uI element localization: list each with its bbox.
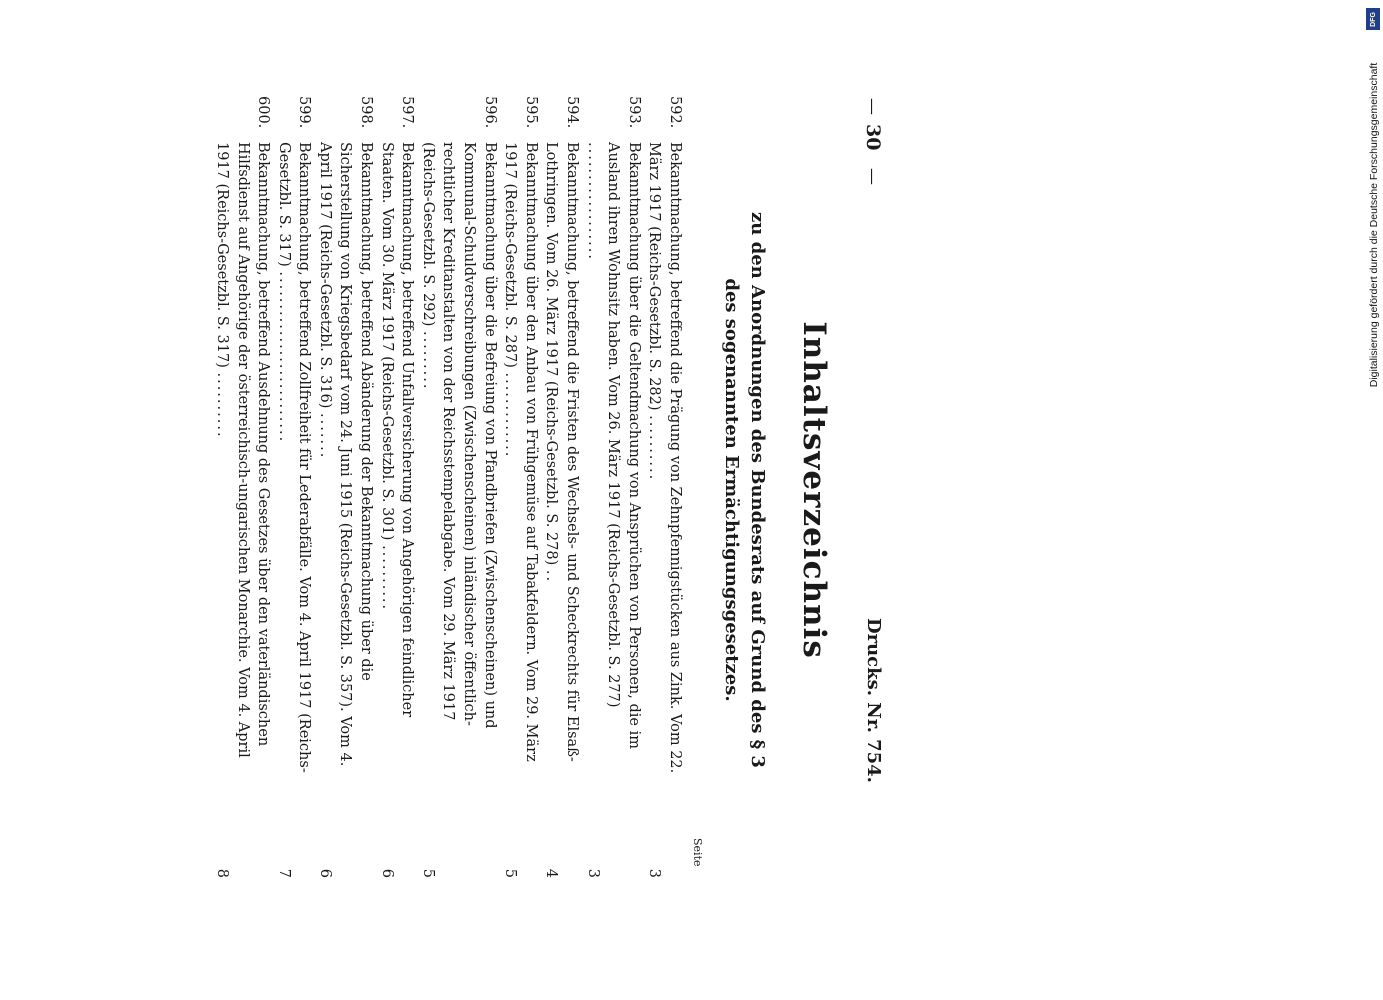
toc-entry-592 [644,90,685,890]
entry-number: 599. [296,96,313,129]
leader-dots: ....... [316,413,333,460]
toc-entry-600 [211,90,273,890]
leader-dots: .. [543,569,560,584]
leader-dots: .......................... [275,271,292,444]
toc-entry-596 [417,90,499,890]
entry-text: Bekanntmachung, betreffend die Prägung von Zehnpfennigstücken aus Zink. Vom 22. März 1917 (Reichs-Gesetzbl. S. 282) [646,142,683,774]
entry-page: 3 [584,868,601,878]
toc-entry-597 [376,90,417,890]
header-dash-right: — [862,168,882,185]
entry-number: 595. [522,96,539,129]
leader-dots: ............. [502,372,519,459]
page-title: Inhaltsverzeichnis [796,321,832,659]
entry-number: 598. [358,96,375,129]
funding-note: Digitalisierung gefördert durch die Deutsche Forschungsgemeinschaft [1368,62,1380,388]
page-subtitle [718,90,770,890]
entry-text: Bekanntmachung über die Befreiung von Pfandbriefen (Zwischenscheinen) und Kommunal-Schuldverschreibungen (Zwischenscheinen) inländischer öffentlich-rechtlicher Kreditanstalten von der Reichsstempelabgabe. Vom 29. März 1917 (Reichs-Gesetzbl. S. 292) [419,142,498,729]
entry-number: 596. [481,96,498,129]
entry-number: 597. [399,96,416,129]
entry-page: 8 [213,868,230,878]
seite-column-label: Seite [691,838,704,867]
entry-page: 6 [378,868,395,878]
toc-entry-598 [314,90,376,890]
entry-text: Bekanntmachung über die Geltendmachung von Ansprüchen von Personen, die im Ausland ihren Wohnsitz haben. Vom 26. März 1917 (Reichs-Gesetzbl. S. 277) [605,142,642,749]
entry-number: 592. [667,96,683,129]
header-dash-left: — [862,98,882,115]
entry-number: 593. [625,96,642,129]
druck-number: Drucks. Nr. 754. [863,618,884,783]
entry-page: 6 [316,868,333,878]
entry-page: 5 [419,868,436,878]
dfg-logo: DFG [1366,8,1380,30]
entry-page: 7 [275,868,292,878]
entry-page: 4 [543,868,560,878]
entry-text: Bekanntmachung, betreffend Unfallversicherung von Angehörigen feindlicher Staaten. Vom 30. März 1917 (Reichs-Gesetzbl. S. 301) [378,142,416,718]
toc-entry-599 [273,90,314,890]
page-number: 30 [862,124,884,151]
subtitle-line-1: zu den Anordnungen des Bundesrats auf Grund des § 3 [747,212,768,768]
toc-entry-595 [500,90,541,890]
entry-text: Bekanntmachung, betreffend Abänderung der Bekanntmachung über die Sicherstellung von Kriegsbedarf vom 24. Juni 1915 (Reichs-Gesetzbl. S. 357). Vom 4. April 1917 (Reichs-Gesetzbl. S. 316) [316,142,375,767]
rotated-document-page [213,90,890,890]
leader-dots: .......... [646,415,663,482]
entry-number: 594. [564,96,581,129]
entry-page: 3 [646,868,663,878]
table-of-contents [211,90,685,890]
entry-text: Bekanntmachung, betreffend Ausdehnung des Gesetzes über den vaterländischen Hilfsdienst auf Angehörige der österreichisch-ungarischen Monarchie. Vom 4. April 1917 (Reichs-Gesetzbl. S. 317) [213,142,272,758]
entry-text: Bekanntmachung über den Anbau von Frühgemüse auf Tabakfeldern. Vom 29. März 1917 (Reichs-Gesetzbl. S. 287) [502,142,539,762]
leader-dots: ......... [419,330,436,391]
subtitle-line-2: des sogenannten Ermächtigungsgesetzes. [721,278,742,702]
entry-text: Bekanntmachung, betreffend die Fristen des Wechsels- und Scheckrechts für Elsaß-Lothringen. Vom 26. März 1917 (Reichs-Gesetzbl. S. 278) [543,142,581,762]
toc-entry-594 [541,90,582,890]
leader-dots: .......... [213,372,230,439]
digitization-stamp [1366,8,1382,408]
entry-text: Bekanntmachung, betreffend Zollfreiheit für Lederabfälle. Vom 4. April 1917 (Reichs-Gesetzbl. S. 317) [275,142,313,773]
leader-dots: .......... [378,545,395,612]
leader-dots: .................. [584,142,601,261]
entry-number: 600. [255,96,272,129]
page-header [850,90,890,890]
entry-page: 5 [502,868,519,878]
toc-entry-593 [582,90,644,890]
